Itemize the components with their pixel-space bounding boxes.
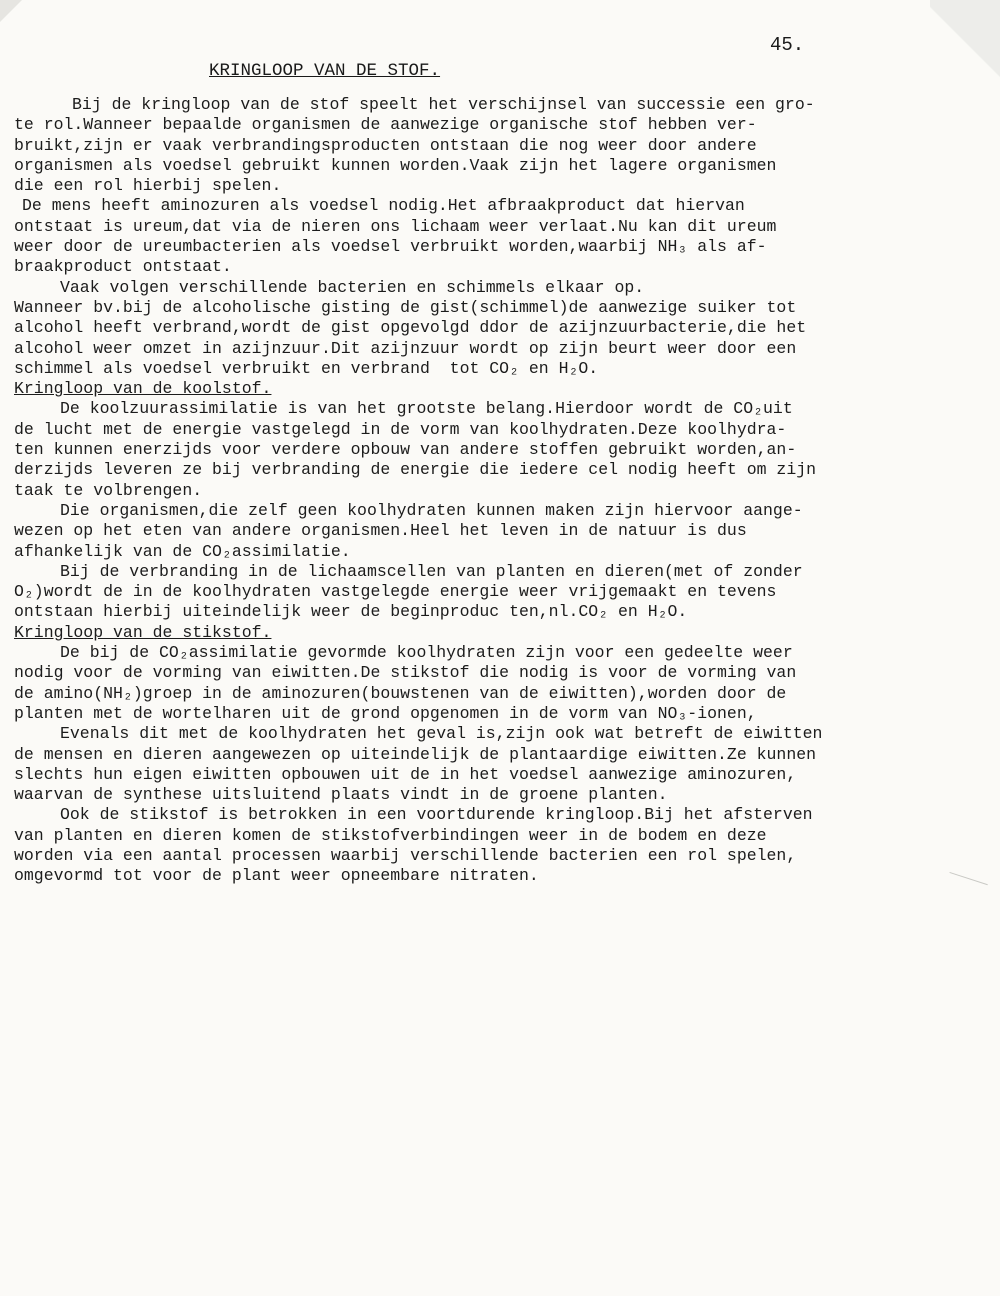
folded-corner [0,0,22,22]
text-line: slechts hun eigen eiwitten opbouwen uit de in het voedsel aanwezige aminozuren, [14,764,797,784]
text-line: afhankelijk van de CO₂assimilatie. [14,541,351,561]
text-line: De koolzuurassimilatie is van het grootste belang.Hierdoor wordt de CO₂uit [60,399,793,419]
text-line: derzijds leveren ze bij verbranding de energie die iedere cel nodig heeft om zijn [14,460,817,480]
text-line: alcohol weer omzet in azijnzuur.Dit azijnzuur wordt op zijn beurt weer door een [14,338,797,358]
text-line: Ook de stikstof is betrokken in een voortdurende kringloop.Bij het afsterven [60,805,813,825]
text-line: Evenals dit met de koolhydraten het geval is,zijn ook wat betreft de eiwitten [60,724,823,744]
text-line: taak te volbrengen. [14,480,203,500]
text-line: organismen als voedsel gebruikt kunnen worden.Vaak zijn het lagere organismen [14,155,777,175]
text-line: weer door de ureumbacterien als voedsel verbruikt worden,waarbij NH₃ als af- [14,237,767,257]
text-line: omgevormd tot voor de plant weer opneembare nitraten. [14,866,539,886]
text-line: bruikt,zijn er vaak verbrandingsproducten ontstaan die nog weer door andere [14,135,757,155]
text-line: alcohol heeft verbrand,wordt de gist opgevolgd ddor de azijnzuurbacterie,die het [14,318,807,338]
text-line: Bij de kringloop van de stof speelt het verschijnsel van successie een gro- [72,95,815,114]
torn-corner [930,0,1000,120]
text-line: ten kunnen enerzijds voor verdere opbouw van andere stoffen gebruikt worden,an- [14,440,797,460]
body-text [14,95,894,887]
text-line: de amino(NH₂)groep in de aminozuren(bouwstenen van de eiwitten),worden door de [14,683,787,703]
text-line: van planten en dieren komen de stikstofverbindingen weer in de bodem en deze [14,825,767,845]
text-line: wezen op het eten van andere organismen.Heel het leven in de natuur is dus [14,521,747,541]
text-line: Bij de verbranding in de lichaamscellen van planten en dieren(met of zonder [60,561,803,581]
text-line: De bij de CO₂assimilatie gevormde koolhydraten zijn voor een gedeelte weer [60,643,793,663]
text-line: ontstaat is ureum,dat via de nieren ons lichaam weer verlaat.Nu kan dit ureum [14,216,777,236]
text-line: die een rol hierbij spelen. [14,176,282,196]
text-line: schimmel als voedsel verbruikt en verbrand tot CO₂ en H₂O. [14,358,599,378]
text-line: de lucht met de energie vastgelegd in de vorm van koolhydraten.Deze koolhydra- [14,419,787,439]
text-line: Wanneer bv.bij de alcoholische gisting de gist(schimmel)de aanwezige suiker tot [14,297,797,317]
text-line: te rol.Wanneer bepaalde organismen de aanwezige organische stof hebben ver- [14,115,757,135]
text-line: Die organismen,die zelf geen koolhydraten kunnen maken zijn hiervoor aange- [60,500,803,520]
text-line: De mens heeft aminozuren als voedsel nodig.Het afbraakproduct dat hiervan [22,196,745,216]
page-title: KRINGLOOP VAN DE STOF. [209,61,441,81]
text-line: nodig voor de vorming van eiwitten.De stikstof die nodig is voor de vorming van [14,663,797,683]
page-number: 45. [770,34,805,56]
text-line: O₂)wordt de in de koolhydraten vastgelegde energie weer vrijgemaakt en tevens [14,582,777,602]
text-line: waarvan de synthese uitsluitend plaats vindt in de groene planten. [14,785,668,805]
section-heading: Kringloop van de koolstof. [14,379,272,399]
section-heading: Kringloop van de stikstof. [14,622,272,642]
text-line: ontstaan hierbij uiteindelijk weer de beginproduc ten,nl.CO₂ en H₂O. [14,602,688,622]
paper-mark [948,872,988,889]
text-line: braakproduct ontstaat. [14,257,232,277]
text-line: planten met de wortelharen uit de grond opgenomen in de vorm van NO₃-ionen, [14,703,757,723]
text-line: de mensen en dieren aangewezen op uiteindelijk de plantaardige eiwitten.Ze kunnen [14,744,817,764]
text-line: Vaak volgen verschillende bacterien en schimmels elkaar op. [60,277,645,297]
text-line: worden via een aantal processen waarbij verschillende bacterien een rol spelen, [14,845,797,865]
